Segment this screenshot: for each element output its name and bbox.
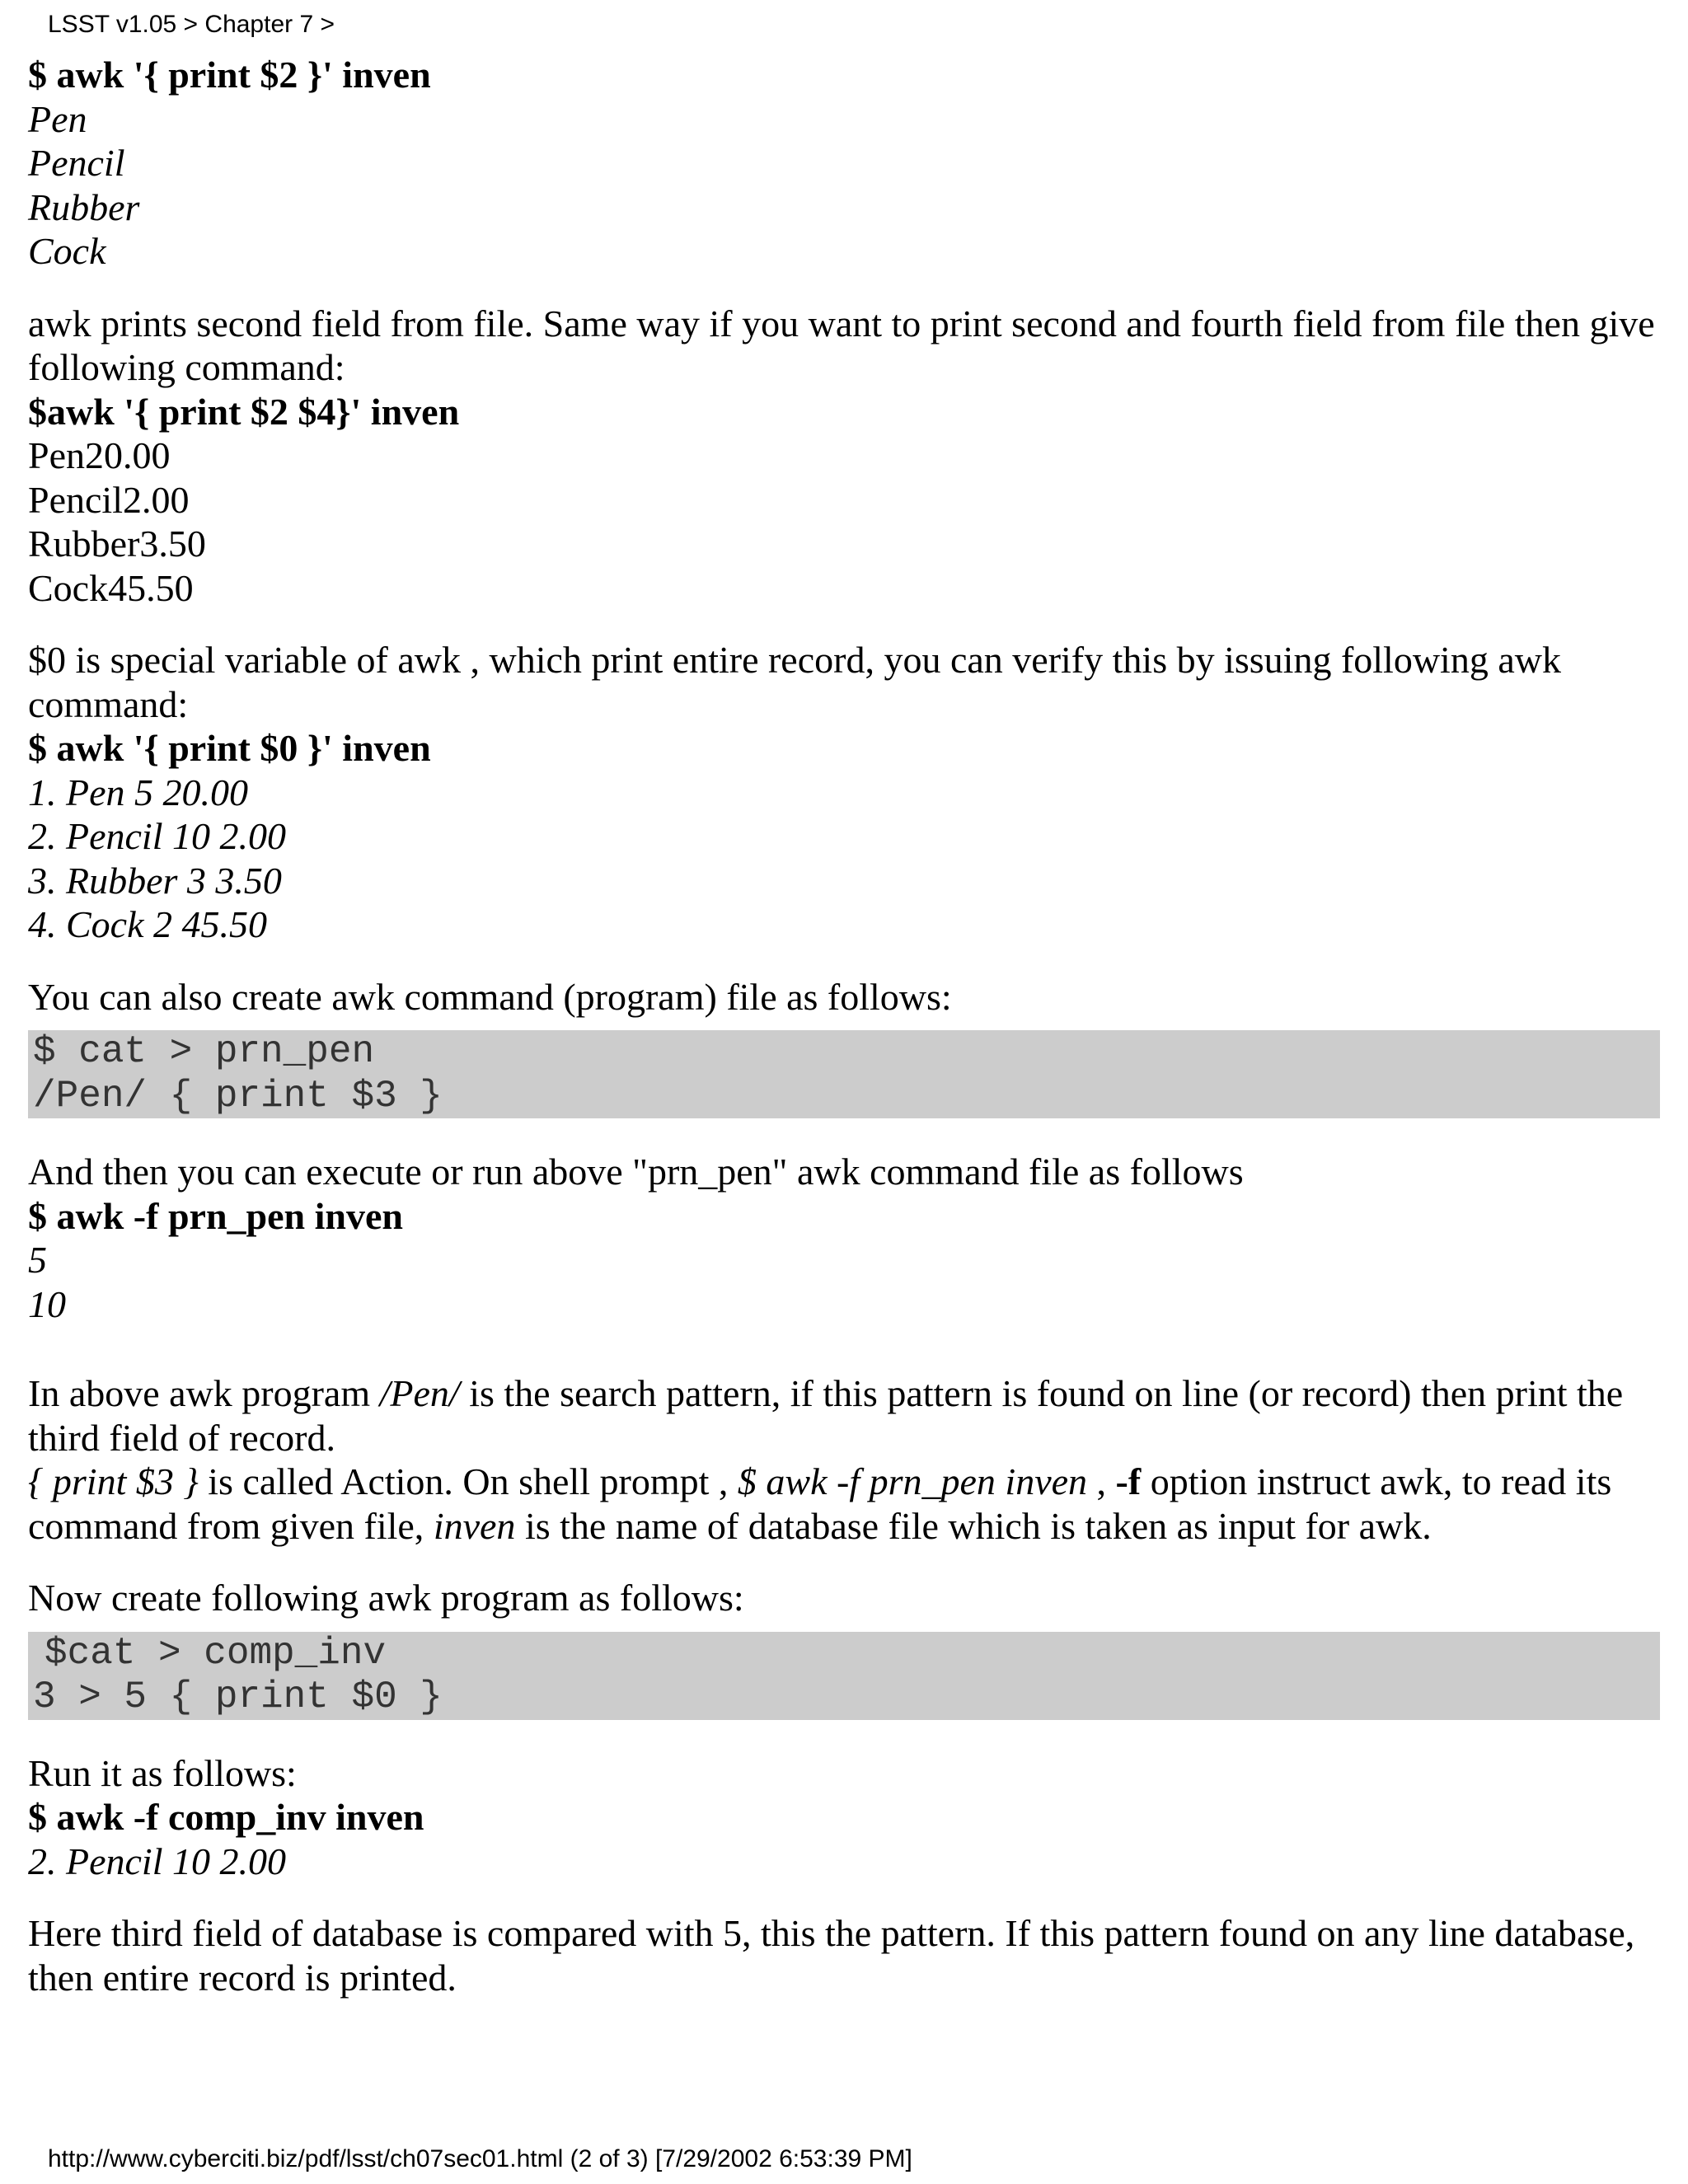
command-print-record: $ awk '{ print $0 }' inven bbox=[28, 727, 431, 769]
paragraph-explanation: Here third field of database is compared with 5, this the pattern. If this pattern found on any line database, then entire record is printed. bbox=[28, 1912, 1635, 1999]
page-content bbox=[28, 53, 1660, 1999]
output-line: 2. Pencil 10 2.00 bbox=[28, 1840, 286, 1882]
paragraph-create-program-file: You can also create awk command (program) file as follows: bbox=[28, 975, 952, 1018]
action-term: { print $3 } bbox=[28, 1460, 199, 1502]
output-line: Cock45.50 bbox=[28, 566, 194, 609]
output-line: 10 bbox=[28, 1282, 66, 1325]
prompt-term: $ awk -f prn_pen inven bbox=[737, 1460, 1088, 1502]
text-span: is the name of database file which is taken as input for awk. bbox=[515, 1504, 1432, 1547]
output-line: 3. Rubber 3 3.50 bbox=[28, 859, 282, 902]
text-span: is the search pattern, if this pattern is found on line (or record) then print the third field of record. bbox=[28, 1372, 1624, 1459]
output-line: Pen20.00 bbox=[28, 434, 171, 476]
output-line: 5 bbox=[28, 1239, 47, 1281]
paragraph-create-program: Now create following awk program as follows: bbox=[28, 1577, 744, 1619]
paragraph-search-pattern bbox=[28, 1371, 1660, 1460]
output-line: Pencil bbox=[28, 142, 125, 184]
footer-url: http://www.cyberciti.biz/pdf/lsst/ch07sec01.html (2 of 3) [7/29/2002 6:53:39 PM] bbox=[48, 2145, 912, 2172]
code-line: $cat > comp_inv bbox=[45, 1631, 387, 1675]
text-span: is called Action. On shell prompt , bbox=[198, 1460, 738, 1502]
output-line: 4. Cock 2 45.50 bbox=[28, 903, 268, 945]
code-block-prn-pen bbox=[28, 1030, 1660, 1118]
inven-term: inven bbox=[433, 1504, 516, 1547]
code-line: /Pen/ { print $3 } bbox=[33, 1074, 443, 1118]
paragraph-run: Run it as follows: bbox=[28, 1751, 297, 1794]
paragraph-second-fourth-field: awk prints second field from file. Same way if you want to print second and fourth field from file then give following command: bbox=[28, 302, 1655, 388]
paragraph-action bbox=[28, 1460, 1660, 1548]
breadcrumb: LSST v1.05 > Chapter 7 > bbox=[48, 11, 335, 38]
code-line: 3 > 5 { print $0 } bbox=[33, 1675, 443, 1718]
text-span: In above awk program bbox=[28, 1372, 380, 1414]
command-run-prn-pen: $ awk -f prn_pen inven bbox=[28, 1194, 403, 1237]
pattern-term: /Pen/ bbox=[379, 1372, 460, 1414]
code-line: $ cat > prn_pen bbox=[33, 1030, 375, 1073]
output-line: Pen bbox=[28, 97, 87, 140]
text-span: option instruct awk, to read its command from given file, bbox=[28, 1460, 1612, 1547]
option-term: -f bbox=[1115, 1460, 1142, 1502]
paragraph-special-variable: $0 is special variable of awk , which print entire record, you can verify this by issuing following awk command: bbox=[28, 639, 1561, 725]
output-line: Cock bbox=[28, 230, 106, 272]
command-run-comp-inv: $ awk -f comp_inv inven bbox=[28, 1796, 424, 1838]
output-line: 2. Pencil 10 2.00 bbox=[28, 815, 286, 857]
command-print-field-2: $ awk '{ print $2 }' inven bbox=[28, 54, 431, 96]
command-print-field-2-4: $awk '{ print $2 $4}' inven bbox=[28, 390, 460, 433]
output-line: Rubber bbox=[28, 185, 140, 228]
output-line: Rubber3.50 bbox=[28, 523, 206, 565]
paragraph-execute-file: And then you can execute or run above "prn_pen" awk command file as follows bbox=[28, 1151, 1244, 1193]
text-span: , bbox=[1087, 1460, 1116, 1502]
output-line: 1. Pen 5 20.00 bbox=[28, 771, 249, 813]
output-line: Pencil2.00 bbox=[28, 478, 190, 521]
code-block-comp-inv bbox=[28, 1632, 1660, 1720]
